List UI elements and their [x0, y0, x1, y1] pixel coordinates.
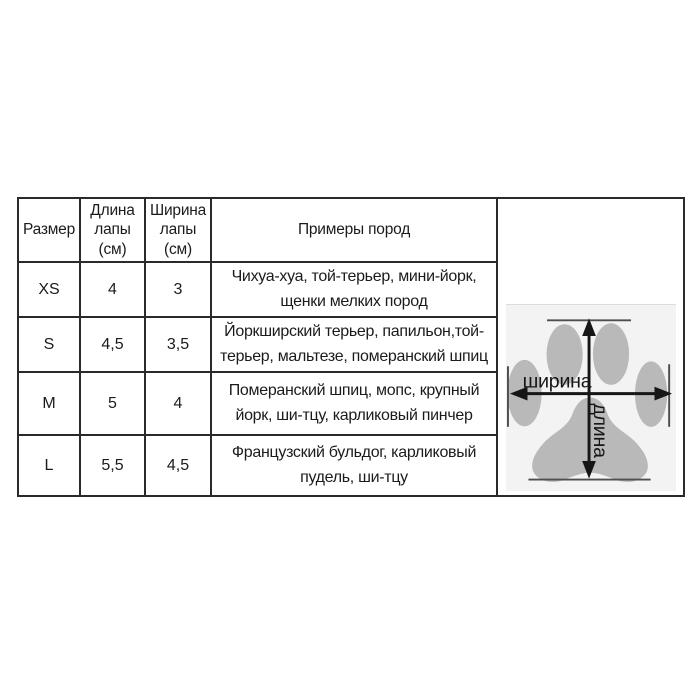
cell-length-s: 4,5 — [80, 317, 145, 372]
cell-size-m: M — [18, 372, 80, 435]
cell-size-s: S — [18, 317, 80, 372]
cell-width-m: 4 — [145, 372, 211, 435]
cell-length-xs: 4 — [80, 262, 145, 317]
toe-pad-top-right — [593, 323, 629, 385]
paw-size-table — [17, 197, 685, 497]
width-label: ширина — [522, 370, 592, 393]
cell-size-xs: XS — [18, 262, 80, 317]
header-row — [18, 198, 684, 262]
cell-width-l: 4,5 — [145, 435, 211, 496]
cell-size-l: L — [18, 435, 80, 496]
cell-breeds-m: Померанский шпиц, мопс, крупный йорк, ши-тцу, карликовый пинчер — [211, 372, 497, 435]
header-paw-length: Длина лапы (см) — [80, 198, 145, 262]
header-breed-examples: Примеры пород — [211, 198, 497, 262]
cell-length-l: 5,5 — [80, 435, 145, 496]
paw-diagram-panel — [506, 304, 676, 491]
paw-diagram-cell — [497, 198, 684, 496]
header-size: Размер — [18, 198, 80, 262]
cell-width-xs: 3 — [145, 262, 211, 317]
length-label: длина — [588, 403, 611, 458]
cell-length-m: 5 — [80, 372, 145, 435]
paw-print-diagram — [506, 305, 676, 491]
cell-breeds-l: Французский бульдог, карликовый пудель, ши-тцу — [211, 435, 497, 496]
cell-width-s: 3,5 — [145, 317, 211, 372]
header-paw-width: Ширина лапы (см) — [145, 198, 211, 262]
cell-breeds-s: Йоркширский терьер, папильон,той-терьер, мальтезе, померанский шпиц — [211, 317, 497, 372]
cell-breeds-xs: Чихуа-хуа, той-терьер, мини-йорк, щенки мелких пород — [211, 262, 497, 317]
